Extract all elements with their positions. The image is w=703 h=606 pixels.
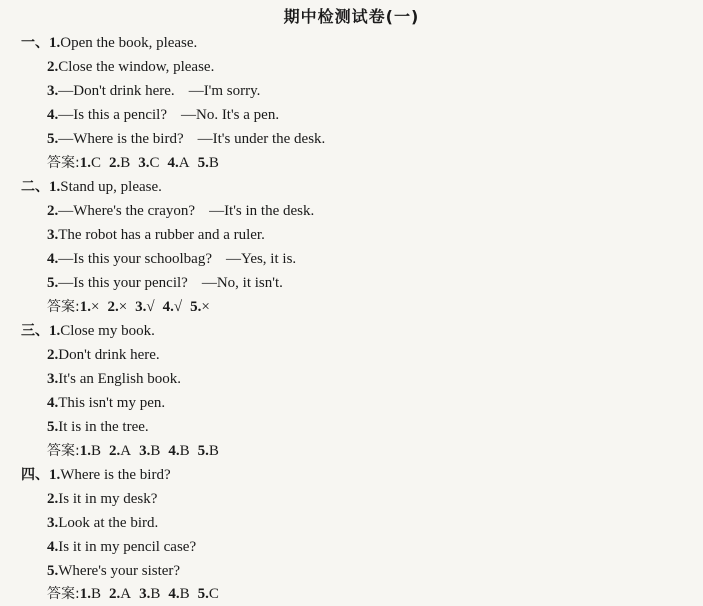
section-3-line-2 — [47, 345, 160, 365]
item-text: Where's your sister? — [58, 563, 181, 579]
answer-value: B — [150, 586, 161, 602]
answer-value: B — [120, 155, 131, 171]
section-3-line-1 — [21, 321, 155, 341]
answer-label: 答案: — [47, 155, 80, 171]
item-text: —Is this your schoolbag? — [58, 251, 212, 267]
section-4-line-1 — [21, 465, 171, 485]
section-4-line-2 — [47, 489, 157, 509]
item-number: 5. — [47, 275, 59, 291]
answer-value: B — [208, 155, 219, 171]
answer-number: 4. — [162, 299, 174, 315]
answer-value: √ — [173, 299, 183, 315]
item-number: 2. — [47, 491, 59, 507]
section-label: 三、 — [21, 323, 49, 339]
section-2-line-1 — [21, 177, 162, 197]
section-3-line-5 — [47, 417, 149, 437]
section-1-line-4 — [47, 105, 279, 125]
item-text: This isn't my pen. — [58, 395, 166, 411]
answer-number: 5. — [197, 155, 209, 171]
item-reply: —No, it isn't. — [201, 275, 283, 291]
page-title: 期中检测试卷(一) — [283, 7, 420, 26]
item-text: Don't drink here. — [58, 347, 160, 363]
answer-value: × — [201, 299, 210, 315]
section-1-line-1 — [21, 33, 197, 53]
section-label: 四、 — [21, 467, 49, 483]
item-text: Is it in my desk? — [58, 491, 158, 507]
section-3-line-4 — [47, 393, 165, 413]
answer-number: 1. — [79, 155, 91, 171]
answer-label: 答案: — [47, 443, 80, 459]
answer-value: C — [149, 155, 160, 171]
item-number: 4. — [47, 107, 59, 123]
answer-number: 3. — [139, 443, 151, 459]
section-3-line-3 — [47, 369, 181, 389]
answer-value: B — [150, 443, 161, 459]
item-number: 1. — [49, 179, 61, 195]
answer-number: 1. — [79, 299, 91, 315]
answer-number: 2. — [107, 299, 119, 315]
answer-value: × — [118, 299, 128, 315]
answer-number: 5. — [190, 299, 202, 315]
item-number: 4. — [47, 251, 59, 267]
item-text: —Where is the bird? — [58, 131, 184, 147]
item-text: —Is this your pencil? — [58, 275, 188, 291]
answer-number: 4. — [167, 155, 179, 171]
item-number: 2. — [47, 59, 59, 75]
answer-value: B — [179, 443, 190, 459]
item-text: It is in the tree. — [58, 419, 149, 435]
answer-number: 3. — [135, 299, 147, 315]
item-text: It's an English book. — [58, 371, 181, 387]
answer-value: A — [178, 155, 190, 171]
answer-number: 3. — [139, 586, 151, 602]
answer-number: 2. — [108, 443, 121, 459]
item-reply: —No. It's a pen. — [180, 107, 280, 123]
item-reply: —Yes, it is. — [225, 251, 297, 267]
answer-value: B — [90, 443, 101, 459]
item-number: 4. — [47, 539, 59, 555]
item-text: Close my book. — [60, 323, 155, 339]
item-text: Where is the bird? — [60, 467, 171, 483]
item-text: Is it in my pencil case? — [58, 539, 197, 555]
item-number: 1. — [49, 35, 61, 51]
section-label: 二、 — [21, 179, 49, 195]
section-3-answers — [47, 441, 219, 461]
item-number: 3. — [47, 83, 59, 99]
answer-value: B — [179, 586, 190, 602]
answer-value: A — [120, 443, 132, 459]
item-reply: —It's in the desk. — [209, 203, 315, 219]
section-1-answers — [47, 153, 219, 173]
answer-number: 5. — [197, 443, 209, 459]
answer-number: 2. — [108, 155, 121, 171]
item-text: Look at the bird. — [58, 515, 159, 531]
item-number: 3. — [47, 227, 59, 243]
item-text: The robot has a rubber and a ruler. — [58, 227, 265, 243]
section-2-line-3 — [47, 225, 265, 245]
item-number: 3. — [47, 515, 59, 531]
section-4-line-4 — [47, 537, 196, 557]
item-text: Stand up, please. — [60, 179, 162, 195]
answer-number: 1. — [79, 586, 91, 602]
item-number: 1. — [49, 323, 61, 339]
answer-number: 4. — [168, 586, 180, 602]
item-number: 5. — [47, 131, 59, 147]
answer-number: 4. — [168, 443, 180, 459]
section-2-line-5 — [47, 273, 283, 293]
answer-value: B — [90, 586, 101, 602]
item-reply: —It's under the desk. — [197, 131, 326, 147]
item-text: Close the window, please. — [58, 59, 215, 75]
answer-value: √ — [146, 299, 155, 315]
item-number: 5. — [47, 563, 59, 579]
answer-number: 2. — [108, 586, 121, 602]
item-text: —Where's the crayon? — [58, 203, 196, 219]
item-number: 5. — [47, 419, 59, 435]
item-number: 4. — [47, 395, 59, 411]
section-4-line-5 — [47, 561, 180, 581]
section-2-answers — [47, 297, 210, 317]
section-label: 一、 — [21, 35, 49, 51]
item-text: Open the book, please. — [60, 35, 198, 51]
item-number: 2. — [47, 347, 59, 363]
item-number: 1. — [49, 467, 61, 483]
item-number: 2. — [47, 203, 59, 219]
section-1-line-2 — [47, 57, 214, 77]
item-text: —Don't drink here. — [58, 83, 175, 99]
answer-value: × — [90, 299, 100, 315]
answer-number: 3. — [138, 155, 150, 171]
answer-value: B — [208, 443, 219, 459]
section-4-line-3 — [47, 513, 158, 533]
answer-number: 1. — [79, 443, 91, 459]
answer-value: C — [208, 586, 219, 602]
section-1-line-5 — [47, 129, 325, 149]
item-reply: —I'm sorry. — [188, 83, 261, 99]
item-number: 3. — [47, 371, 59, 387]
answer-value: A — [120, 586, 132, 602]
answer-label: 答案: — [47, 299, 80, 315]
answer-label: 答案: — [47, 586, 80, 602]
section-1-line-3 — [47, 81, 260, 101]
section-4-answers — [47, 584, 219, 604]
answer-number: 5. — [197, 586, 209, 602]
item-text: —Is this a pencil? — [58, 107, 167, 123]
answer-value: C — [90, 155, 101, 171]
section-2-line-2 — [47, 201, 314, 221]
section-2-line-4 — [47, 249, 296, 269]
